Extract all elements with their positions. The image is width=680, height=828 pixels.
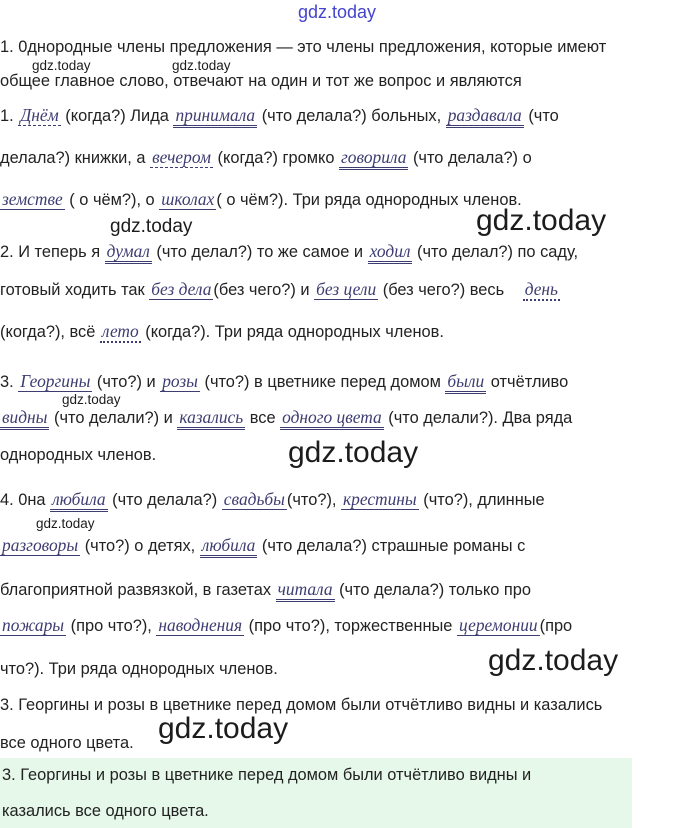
homogeneous-word: разговоры — [2, 535, 79, 555]
homogeneous-word: Днём — [20, 105, 59, 125]
sentence-3-line-2: видны (что делали?) и казались все одного цвета (что делали?). Два ряда — [0, 406, 572, 429]
homogeneous-word: день — [524, 279, 558, 299]
sentence-2-line-3: (когда?), всё лето (когда?). Три ряда однородных членов. — [0, 321, 444, 341]
homogeneous-word: школах — [161, 189, 215, 209]
homogeneous-word: видны — [0, 407, 49, 430]
watermark: gdz.today — [476, 204, 607, 237]
homogeneous-word: были — [445, 371, 486, 394]
homogeneous-word: земстве — [2, 189, 63, 209]
homogeneous-word: вечером — [152, 147, 211, 167]
homogeneous-word: наводнения — [158, 615, 243, 635]
watermark: gdz.today — [288, 436, 419, 469]
sentence-4-line-5: что?). Три ряда однородных членов. — [0, 660, 278, 678]
intro-line-1: 1. 0днородные члены предложения — это члены предложения, которые имеют — [0, 38, 607, 56]
homogeneous-word: церемонии — [458, 615, 538, 635]
watermark: gdz.today — [36, 516, 95, 531]
homogeneous-word: без дела — [151, 279, 212, 299]
answer-2-line-1: 3. Георгины и розы в цветнике перед домом были отчётливо видны и — [2, 766, 532, 784]
answer-1-line-1: 3. Георгины и розы в цветнике перед домом были отчётливо видны и казались — [0, 696, 603, 714]
watermark: gdz.today — [158, 712, 289, 745]
homogeneous-word: Георгины — [20, 371, 91, 391]
homogeneous-word: раздавала — [446, 105, 524, 128]
sentence-2-line-2: готовый ходить так без дела (без чего?) и без цели (без чего?) весь день — [0, 279, 558, 299]
watermark: gdz.today — [32, 58, 91, 73]
answer-1-line-2: все одного цвета. — [0, 734, 134, 752]
homogeneous-word: любила — [50, 489, 108, 512]
homogeneous-word: свадьбы — [223, 489, 285, 509]
sentence-3-line-3: однородных членов. — [0, 446, 157, 464]
homogeneous-word: ходил — [368, 241, 413, 264]
homogeneous-word: казались — [177, 407, 245, 430]
watermark: gdz.today — [110, 216, 193, 237]
sentence-4-line-2: разговоры (что?) о детях, любила (что делала?) страшные романы с — [0, 534, 525, 557]
homogeneous-word: говорила — [339, 147, 408, 170]
sentence-1-line-1: 1. Днём (когда?) Лида принимала (что делала?) больных, раздавала (что — [0, 104, 559, 127]
sentence-2-line-1: 2. И теперь я думал (что делал?) то же самое и ходил (что делал?) по саду, — [0, 240, 578, 263]
homogeneous-word: читала — [276, 579, 335, 602]
sentence-3-line-1: 3. Георгины (что?) и розы (что?) в цветнике перед домом были отчётливо — [0, 370, 568, 393]
homogeneous-word: принимала — [173, 105, 257, 128]
homogeneous-word: одного цвета — [280, 407, 384, 430]
watermark: gdz.today — [172, 58, 231, 73]
site-logo-text[interactable]: gdz.today — [298, 2, 377, 22]
sentence-4-line-4: пожары (про что?), наводнения (про что?), торжественные церемонии (про — [2, 615, 573, 635]
watermark: gdz.today — [62, 392, 121, 407]
sentence-4-line-1: 4. 0на любила (что делала?) свадьбы (что?), крестины (что?), длинные — [0, 488, 545, 511]
sentence-4-line-3: благоприятной развязкой, в газетах читала (что делала?) только про — [0, 578, 531, 601]
watermark: gdz.today — [488, 644, 619, 677]
answer-2-line-2: казались все одного цвета. — [2, 802, 209, 820]
homogeneous-word: крестины — [343, 489, 417, 509]
homogeneous-word: думал — [105, 241, 152, 264]
intro-line-2: общее главное слово, отвечают на один и тот же вопрос и являются — [0, 72, 522, 90]
sentence-1-line-3: земстве ( о чём?), о школах ( о чём?). Три ряда однородных членов. — [2, 189, 522, 209]
homogeneous-word: любила — [200, 535, 258, 558]
sentence-1-line-2: делала?) книжки, а вечером (когда?) громко говорила (что делала?) о — [0, 146, 532, 169]
highlighted-answer — [0, 758, 632, 828]
homogeneous-word: розы — [162, 371, 198, 391]
homogeneous-word: без цели — [316, 279, 377, 299]
homogeneous-word: пожары — [2, 615, 65, 635]
homogeneous-word: лето — [101, 321, 139, 341]
